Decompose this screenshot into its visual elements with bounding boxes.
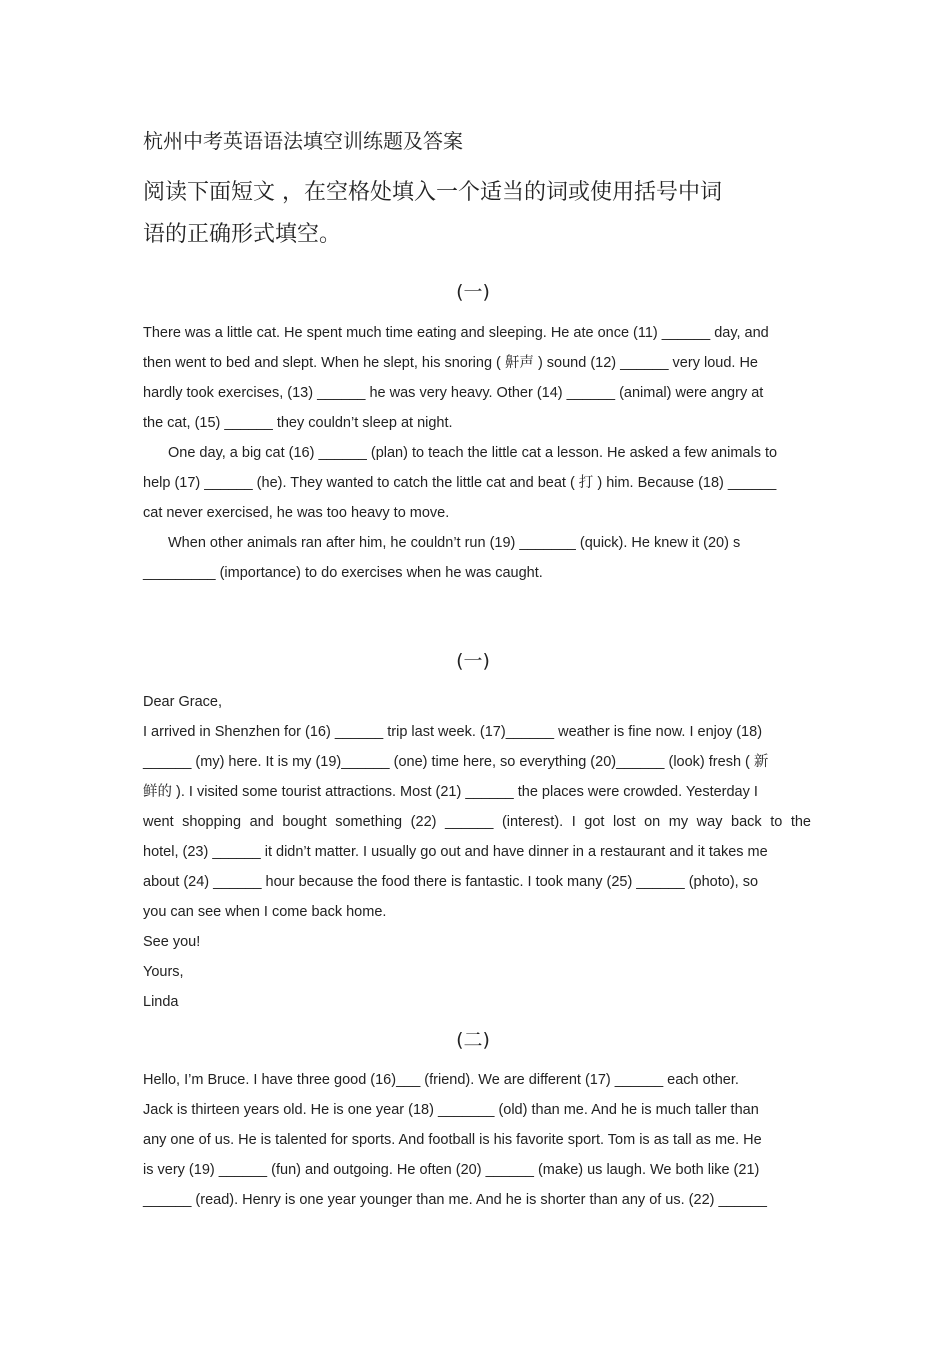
- passage-line: I arrived in Shenzhen for (16) ______ trip last week. (17)______ weather is fine now. I enjoy (18): [143, 724, 763, 740]
- instruction-line: 语的正确形式填空。: [143, 222, 342, 247]
- section-heading: (二): [456, 1029, 490, 1051]
- passage-line: One day, a big cat (16) ______ (plan) to teach the little cat a lesson. He asked a few animals to: [168, 445, 778, 461]
- passage-line: 鲜的 ). I visited some tourist attractions. Most (21) ______ the places were crowded. Yesterday I: [143, 784, 758, 800]
- passage-line: then went to bed and slept. When he slept, his snoring ( 鼾声 ) sound (12) ______ very loud. He: [143, 355, 758, 371]
- letter-signoff: Yours,: [143, 964, 184, 980]
- letter-closing: See you!: [143, 934, 201, 950]
- passage-line: cat never exercised, he was too heavy to move.: [143, 505, 450, 521]
- passage-line: _________ (importance) to do exercises when he was caught.: [143, 565, 543, 581]
- passage-line: any one of us. He is talented for sports. And football is his favorite sport. Tom is as tall as me. He: [143, 1132, 762, 1148]
- section-heading: (一): [456, 281, 490, 303]
- passage-line: is very (19) ______ (fun) and outgoing. He often (20) ______ (make) us laugh. We both like (21): [143, 1162, 760, 1178]
- passage-line: went shopping and bought something (22) ______ (interest). I got lost on my way back to the: [143, 814, 811, 830]
- passage-line: hardly took exercises, (13) ______ he was very heavy. Other (14) ______ (animal) were angry at: [143, 385, 764, 401]
- passage-line: help (17) ______ (he). They wanted to catch the little cat and beat ( 打 ) him. Because (18) ______: [143, 475, 777, 491]
- section-heading: (一): [456, 650, 490, 672]
- passage-line: Hello, I’m Bruce. I have three good (16)___ (friend). We are different (17) ______ each other.: [143, 1072, 739, 1088]
- passage-line: hotel, (23) ______ it didn’t matter. I usually go out and have dinner in a restaurant and it takes me: [143, 844, 768, 860]
- instruction-line: 阅读下面短文 ，在空格处填入一个适当的词或使用括号中词: [143, 180, 722, 205]
- letter-greeting: Dear Grace,: [143, 694, 222, 710]
- passage-line: you can see when I come back home.: [143, 904, 387, 920]
- passage-one: [143, 318, 811, 588]
- passage-line: ______ (my) here. It is my (19)______ (one) time here, so everything (20)______ (look) fresh ( 新: [143, 754, 769, 770]
- document-title: 杭州中考英语语法填空训练题及答案: [143, 129, 463, 153]
- passage-line: about (24) ______ hour because the food there is fantastic. I took many (25) ______ (photo), so: [143, 874, 759, 890]
- passage-line: When other animals ran after him, he couldn’t run (19) _______ (quick). He knew it (20) s: [168, 535, 741, 551]
- passage-line: the cat, (15) ______ they couldn’t sleep at night.: [143, 415, 453, 431]
- passage-line: Jack is thirteen years old. He is one year (18) _______ (old) than me. And he is much taller than: [143, 1102, 759, 1118]
- letter-signature: Linda: [143, 994, 179, 1010]
- passage-letter: [143, 687, 811, 1017]
- passage-line: ______ (read). Henry is one year younger than me. And he is shorter than any of us. (22) ______: [143, 1192, 767, 1208]
- passage-line: There was a little cat. He spent much time eating and sleeping. He ate once (11) ______ day, and: [143, 325, 769, 341]
- passage-three: [143, 1065, 811, 1215]
- instructions: [143, 172, 803, 256]
